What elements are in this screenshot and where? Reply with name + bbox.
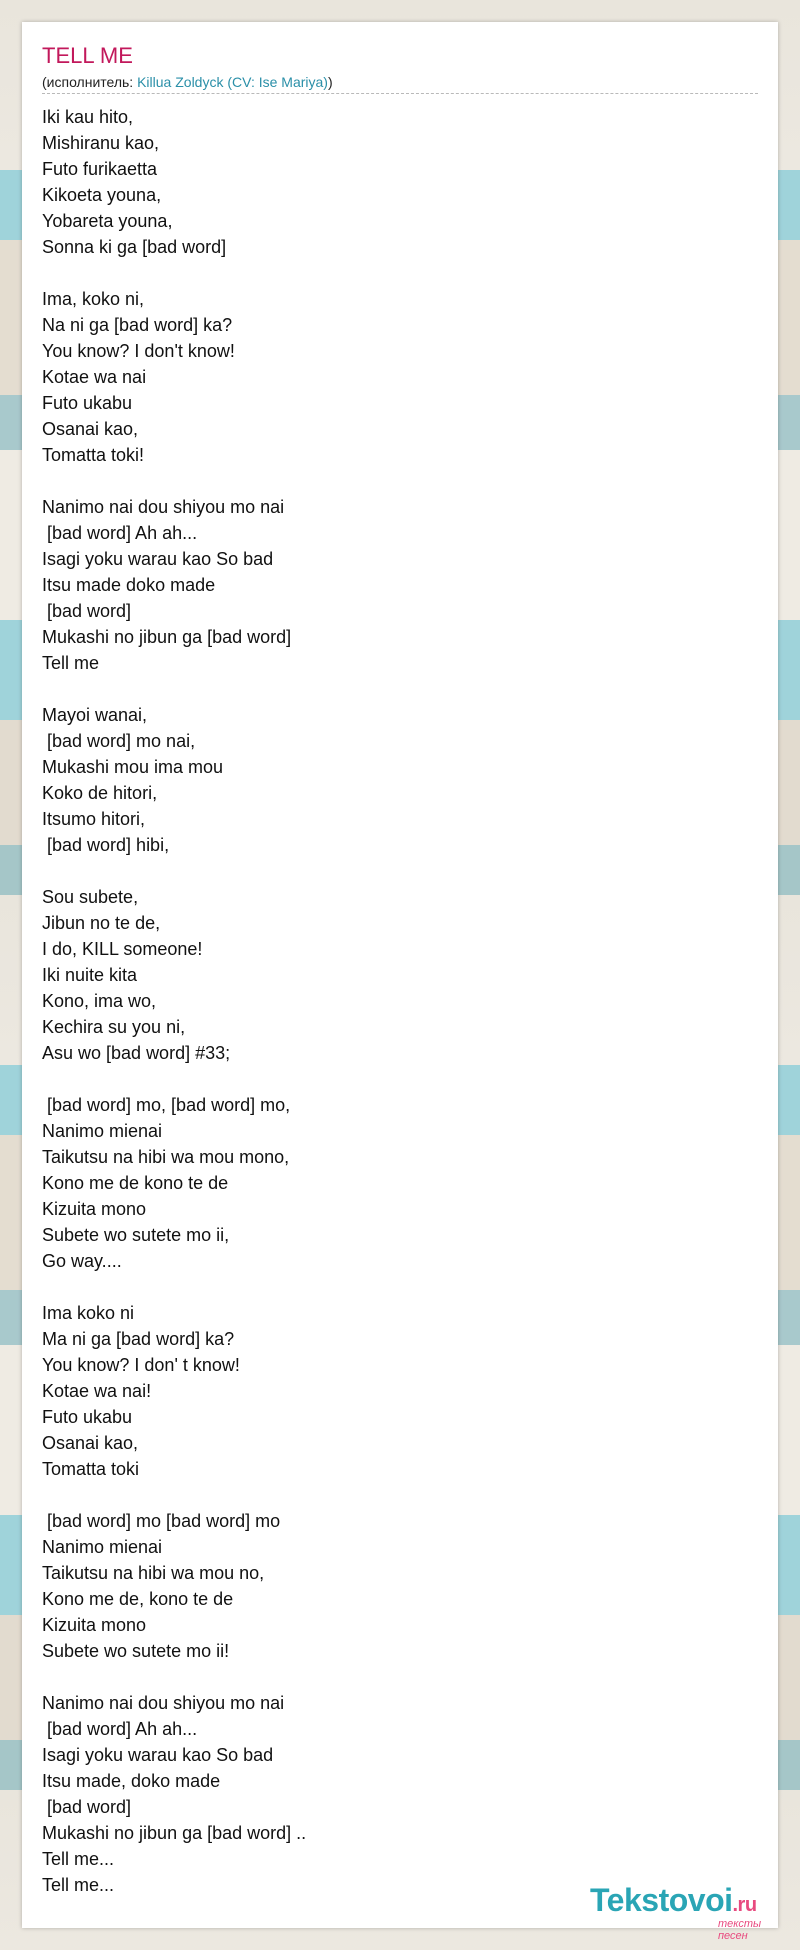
song-title: TELL ME [42,43,133,68]
performer-link[interactable]: Killua Zoldyck (CV: Ise Mariya) [137,74,328,90]
title-divider [42,93,758,94]
performer-suffix: ) [327,74,333,90]
performer-line [42,73,333,91]
lyrics-text: Iki kau hito, Mishiranu kao, Futo furikaetta Kikoeta youna, Yobareta youna, Sonna ki ga [bad word] Ima, koko ni, Na ni ga [bad word] ka? You know? I don't know! Kotae wa nai Futo ukabu Osanai kao, Tomatta toki! Nanimo nai dou shiyou mo nai [bad word] Ah ah... Isagi yoku warau kao So bad Itsu made doko made [bad word] Mukashi no jibun ga [bad word] Tell me Mayoi wanai, [bad word] mo nai, Mukashi mou ima mou Koko de hitori, Itsumo hitori, [bad word] hibi, Sou subete, Jibun no te de, I do, KILL someone! Iki nuite kita Kono, ima wo, Kechira su you ni, Asu wo [bad word] #33; [bad word] mo, [bad word] mo, Nanimo mienai Taikutsu na hibi wa mou mono, Kono me de kono te de Kizuita mono Subete wo sutete mo ii, Go way.... Ima koko ni Ma ni ga [bad word] ka? You know? I don' t know! Kotae wa nai! Futo ukabu Osanai kao, Tomatta toki [bad word] mo [bad word] mo Nanimo mienai Taikutsu na hibi wa mou no, Kono me de, kono te de Kizuita mono Subete wo sutete mo ii! Nanimo nai dou shiyou mo nai [bad word] Ah ah... Isagi yoku warau kao So bad Itsu made, doko made [bad word] Mukashi no jibun ga [bad word] .. Tell me... Tell me... [42,107,307,1895]
logo-tld: .ru [732,1894,757,1916]
performer-prefix: (исполнитель: [42,74,138,90]
logo-brand [590,1882,757,1923]
logo-tagline: тексты песен [718,1918,762,1942]
logo-brand-text: Tekstovoi [590,1882,733,1918]
lyrics-card [22,22,778,1942]
site-logo[interactable] [590,1882,790,1942]
